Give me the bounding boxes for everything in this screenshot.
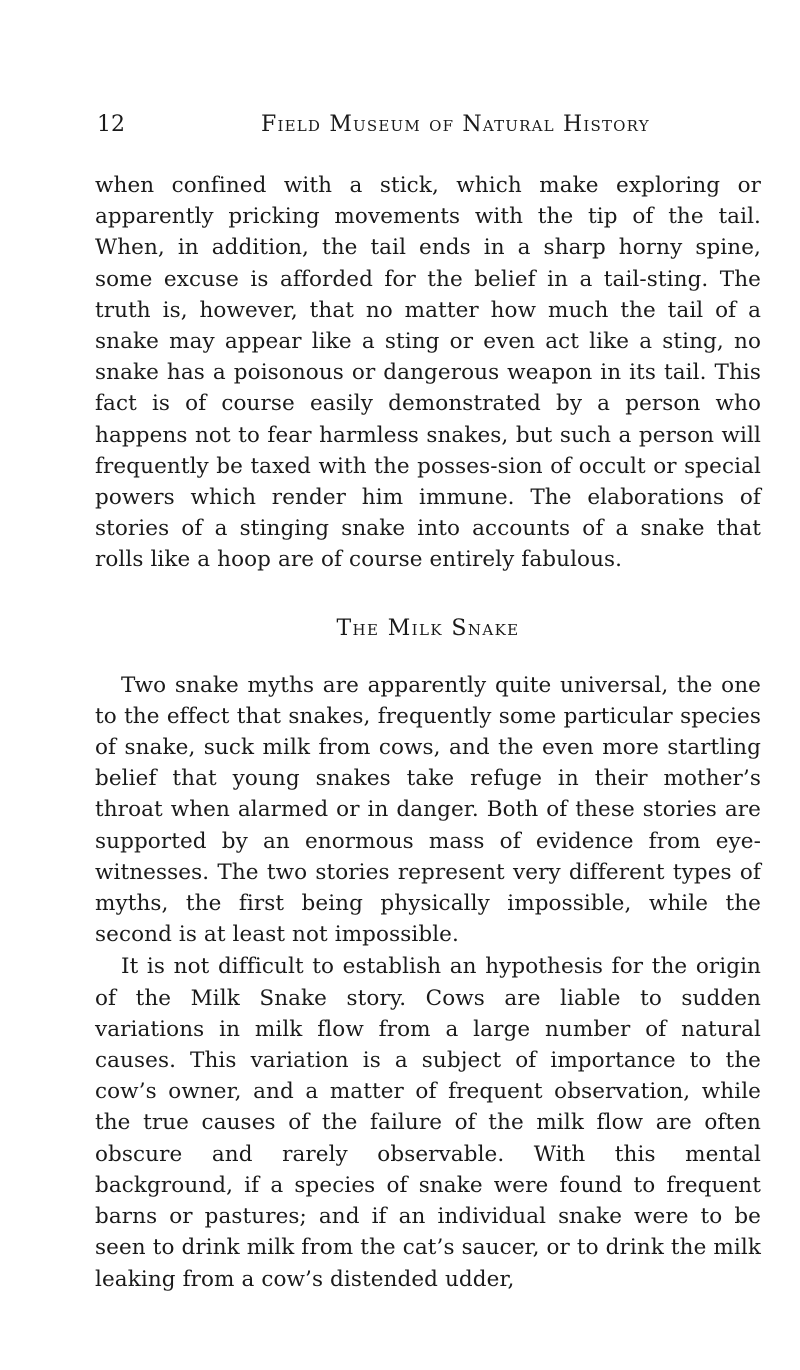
body-paragraph-1: when confined with a stick, which make exploring or apparently pricking movements with the tip of the tail. When, in addition, the tail ends in a sharp horny spine, some excuse is afforded for the belief in a tail-sting. The truth is, however, that no matter how much the tail of a snake may appear like a sting or even act like a sting, no snake has a poisonous or dangerous weapon in its tail. This fact is of course easily demonstrated by a person who happens not to fear harmless snakes, but such a person will frequently be taxed with the posses-sion of occult or special powers which render him immune. The elaborations of stories of a stinging snake into accounts of a snake that rolls like a hoop are of course entirely fabulous. bbox=[95, 173, 761, 573]
running-header bbox=[95, 112, 761, 146]
section-heading: The Milk Snake bbox=[336, 615, 520, 641]
running-title: Field Museum of Natural History bbox=[261, 112, 650, 137]
page-number: 12 bbox=[97, 112, 125, 137]
body-paragraph-2: Two snake myths are apparently quite universal, the one to the effect that snakes, frequently some particular species of snake, suck milk from cows, and the even more startling belief that young snakes take refuge in their mother’s throat when alarmed or in danger. Both of these stories are supported by an enormous mass of evidence from eye-witnesses. The two stories represent very different types of myths, the first being physically impossible, while the second is at least not impossible. bbox=[95, 672, 761, 948]
document-page bbox=[95, 112, 761, 1295]
body-paragraph-3: It is not difficult to establish an hypothesis for the origin of the Milk Snake story. Cows are liable to sudden variations in milk flow from a large number of natural causes. This variation is a subject of importance to the cow’s owner, and a matter of frequent observation, while the true causes of the failure of the milk flow are often obscure and rarely observable. With this mental background, if a species of snake were found to frequent barns or pastures; and if an individual snake were to be seen to drink milk from the cat’s saucer, or to drink the milk leaking from a cow’s distended udder, bbox=[95, 954, 761, 1292]
